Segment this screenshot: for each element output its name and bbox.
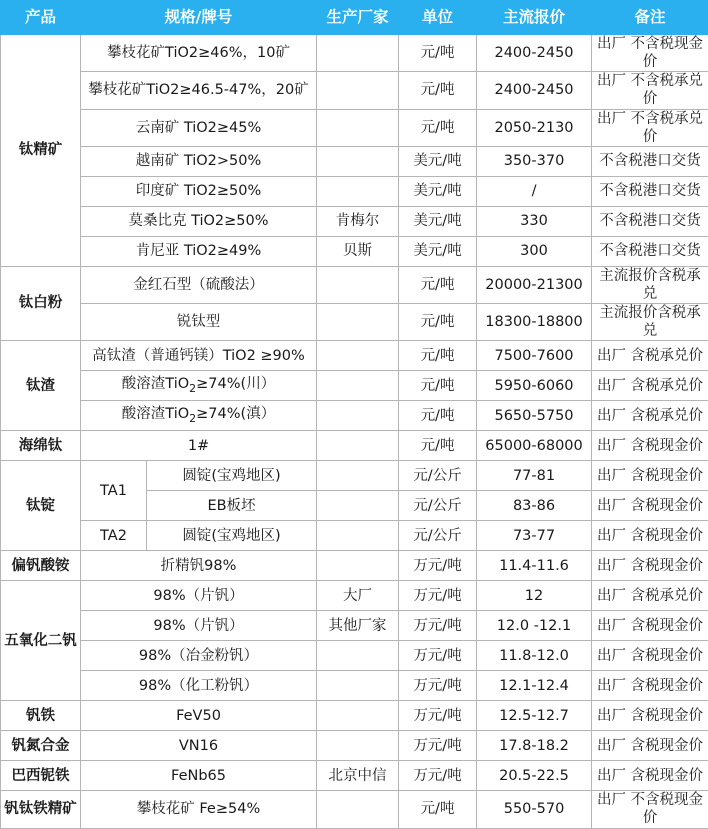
- table-row: [1, 304, 708, 341]
- cell-price: 330: [477, 206, 592, 236]
- cell-remark: 出厂 含税现金价: [592, 641, 708, 671]
- cell-price: 5950-6060: [477, 371, 592, 401]
- cell-unit: 元/公斤: [399, 461, 477, 491]
- table-row: [1, 401, 708, 431]
- cell-maker: [317, 791, 399, 828]
- cell-unit: 万元/吨: [399, 701, 477, 731]
- cell-price: 20000-21300: [477, 266, 592, 303]
- cell-spec: FeNb65: [81, 761, 317, 791]
- cell-maker: [317, 109, 399, 146]
- table-row: [1, 341, 708, 371]
- cell-unit: 元/吨: [399, 109, 477, 146]
- cell-remark: 出厂 含税现金价: [592, 551, 708, 581]
- cell-price: 2400-2450: [477, 72, 592, 109]
- cell-remark: 出厂 含税现金价: [592, 431, 708, 461]
- cell-remark: 不含税港口交货: [592, 176, 708, 206]
- cell-unit: 美元/吨: [399, 176, 477, 206]
- table-row: [1, 551, 708, 581]
- cell-price: 2400-2450: [477, 35, 592, 72]
- table-row: [1, 431, 708, 461]
- table-row: [1, 236, 708, 266]
- cell-spec: 越南矿 TiO2>50%: [81, 146, 317, 176]
- cell-unit: 元/公斤: [399, 491, 477, 521]
- table-row: [1, 641, 708, 671]
- cell-remark: 出厂 含税现金价: [592, 701, 708, 731]
- cell-product: 钒氮合金: [1, 731, 81, 761]
- cell-unit: 万元/吨: [399, 761, 477, 791]
- table-row: [1, 671, 708, 701]
- table-row: [1, 371, 708, 401]
- cell-remark: 主流报价含税承兑: [592, 304, 708, 341]
- cell-spec: 云南矿 TiO2≥45%: [81, 109, 317, 146]
- table-body: [1, 35, 708, 829]
- cell-price: 550-570: [477, 791, 592, 828]
- cell-price: 11.4-11.6: [477, 551, 592, 581]
- cell-remark: 出厂 含税承兑价: [592, 341, 708, 371]
- cell-remark: 出厂 含税现金价: [592, 761, 708, 791]
- cell-spec-detail: 圆锭(宝鸡地区): [147, 521, 317, 551]
- cell-price: 73-77: [477, 521, 592, 551]
- cell-product: 钛渣: [1, 341, 81, 431]
- cell-remark: 出厂 含税承兑价: [592, 581, 708, 611]
- cell-unit: 美元/吨: [399, 236, 477, 266]
- cell-spec: 酸溶渣TiO$_2$≥74%(川）: [81, 371, 317, 401]
- cell-unit: 元/吨: [399, 371, 477, 401]
- table-row: [1, 146, 708, 176]
- cell-price: 11.8-12.0: [477, 641, 592, 671]
- table-row: [1, 176, 708, 206]
- cell-remark: 出厂 含税现金价: [592, 521, 708, 551]
- cell-spec: VN16: [81, 731, 317, 761]
- cell-spec: 98%（片钒）: [81, 581, 317, 611]
- cell-remark: 不含税港口交货: [592, 146, 708, 176]
- cell-maker: [317, 341, 399, 371]
- cell-price: 77-81: [477, 461, 592, 491]
- cell-spec: 98%（片钒）: [81, 611, 317, 641]
- cell-unit: 元/吨: [399, 791, 477, 828]
- cell-maker: 大厂: [317, 581, 399, 611]
- cell-spec: 1#: [81, 431, 317, 461]
- cell-spec: 酸溶渣TiO$_2$≥74%(滇）: [81, 401, 317, 431]
- cell-remark: 主流报价含税承兑: [592, 266, 708, 303]
- cell-remark: 不含税港口交货: [592, 206, 708, 236]
- cell-unit: 元/吨: [399, 401, 477, 431]
- header-unit: 单位: [399, 1, 477, 35]
- cell-maker: [317, 551, 399, 581]
- cell-maker: [317, 35, 399, 72]
- cell-spec: 攀枝花矿 Fe≥54%: [81, 791, 317, 828]
- cell-price: 12: [477, 581, 592, 611]
- table-row: [1, 109, 708, 146]
- table-row: [1, 35, 708, 72]
- cell-spec: 攀枝花矿TiO2≥46.5-47%，20矿: [81, 72, 317, 109]
- cell-spec-detail: EB板坯: [147, 491, 317, 521]
- cell-maker: [317, 521, 399, 551]
- cell-maker: [317, 176, 399, 206]
- cell-remark: 出厂 不含税现金价: [592, 35, 708, 72]
- header-row: [1, 1, 708, 35]
- header-remark: 备注: [592, 1, 708, 35]
- cell-remark: 出厂 不含税现金价: [592, 791, 708, 828]
- table-row: [1, 521, 708, 551]
- table-row: [1, 72, 708, 109]
- cell-maker: [317, 304, 399, 341]
- cell-remark: 出厂 含税现金价: [592, 731, 708, 761]
- cell-product: 钛锭: [1, 461, 81, 551]
- table-row: [1, 266, 708, 303]
- cell-product: 钒钛铁精矿: [1, 791, 81, 828]
- table-row: [1, 761, 708, 791]
- cell-maker: 其他厂家: [317, 611, 399, 641]
- cell-maker: [317, 401, 399, 431]
- header-price: 主流报价: [477, 1, 592, 35]
- header-maker: 生产厂家: [317, 1, 399, 35]
- cell-maker: [317, 491, 399, 521]
- cell-unit: 元/吨: [399, 341, 477, 371]
- table-row: [1, 731, 708, 761]
- cell-maker: [317, 266, 399, 303]
- cell-unit: 万元/吨: [399, 731, 477, 761]
- cell-unit: 元/吨: [399, 304, 477, 341]
- cell-remark: 出厂 不含税承兑价: [592, 109, 708, 146]
- cell-remark: 不含税港口交货: [592, 236, 708, 266]
- cell-spec: 98%（冶金粉钒）: [81, 641, 317, 671]
- cell-spec: 金红石型（硫酸法）: [81, 266, 317, 303]
- cell-product: 钛精矿: [1, 35, 81, 267]
- cell-unit: 万元/吨: [399, 611, 477, 641]
- cell-unit: 元/公斤: [399, 521, 477, 551]
- cell-unit: 元/吨: [399, 72, 477, 109]
- cell-maker: 肯梅尔: [317, 206, 399, 236]
- cell-maker: 北京中信: [317, 761, 399, 791]
- header-product: 产品: [1, 1, 81, 35]
- table-row: [1, 701, 708, 731]
- cell-unit: 元/吨: [399, 35, 477, 72]
- cell-spec: FeV50: [81, 701, 317, 731]
- cell-unit: 万元/吨: [399, 671, 477, 701]
- cell-price: 18300-18800: [477, 304, 592, 341]
- cell-price: 300: [477, 236, 592, 266]
- cell-remark: 出厂 含税现金价: [592, 611, 708, 641]
- cell-spec-detail: 圆锭(宝鸡地区): [147, 461, 317, 491]
- cell-maker: [317, 731, 399, 761]
- cell-unit: 美元/吨: [399, 146, 477, 176]
- cell-remark: 出厂 含税现金价: [592, 461, 708, 491]
- cell-maker: [317, 431, 399, 461]
- cell-unit: 万元/吨: [399, 641, 477, 671]
- cell-price: 83-86: [477, 491, 592, 521]
- cell-price: 350-370: [477, 146, 592, 176]
- cell-spec: 肯尼亚 TiO2≥49%: [81, 236, 317, 266]
- cell-price: 12.5-12.7: [477, 701, 592, 731]
- cell-price: 65000-68000: [477, 431, 592, 461]
- cell-spec: 印度矿 TiO2≥50%: [81, 176, 317, 206]
- cell-maker: [317, 641, 399, 671]
- table-row: [1, 581, 708, 611]
- cell-spec: 攀枝花矿TiO2≥46%，10矿: [81, 35, 317, 72]
- cell-product: 巴西铌铁: [1, 761, 81, 791]
- cell-price: 12.1-12.4: [477, 671, 592, 701]
- cell-price: 5650-5750: [477, 401, 592, 431]
- cell-price: 7500-7600: [477, 341, 592, 371]
- cell-remark: 出厂 含税承兑价: [592, 401, 708, 431]
- cell-maker: [317, 146, 399, 176]
- cell-spec: TA2: [81, 521, 147, 551]
- cell-maker: 贝斯: [317, 236, 399, 266]
- table-row: [1, 461, 708, 491]
- cell-unit: 美元/吨: [399, 206, 477, 236]
- cell-product: 钒铁: [1, 701, 81, 731]
- cell-remark: 出厂 含税现金价: [592, 671, 708, 701]
- header-spec: 规格/牌号: [81, 1, 317, 35]
- table-row: [1, 206, 708, 236]
- cell-unit: 元/吨: [399, 431, 477, 461]
- cell-product: 钛白粉: [1, 266, 81, 341]
- cell-spec: 98%（化工粉钒）: [81, 671, 317, 701]
- cell-remark: 出厂 不含税承兑价: [592, 72, 708, 109]
- table-row: [1, 611, 708, 641]
- cell-maker: [317, 72, 399, 109]
- cell-price: /: [477, 176, 592, 206]
- cell-unit: 万元/吨: [399, 551, 477, 581]
- cell-spec: 锐钛型: [81, 304, 317, 341]
- cell-price: 12.0 -12.1: [477, 611, 592, 641]
- table-header: [1, 1, 708, 35]
- cell-spec: 高钛渣（普通钙镁）TiO2 ≥90%: [81, 341, 317, 371]
- cell-product: 偏钒酸铵: [1, 551, 81, 581]
- cell-price: 17.8-18.2: [477, 731, 592, 761]
- cell-maker: [317, 461, 399, 491]
- cell-spec: TA1: [81, 461, 147, 521]
- cell-remark: 出厂 含税承兑价: [592, 371, 708, 401]
- cell-price: 20.5-22.5: [477, 761, 592, 791]
- cell-unit: 元/吨: [399, 266, 477, 303]
- cell-product: 海绵钛: [1, 431, 81, 461]
- cell-product: 五氧化二钒: [1, 581, 81, 701]
- cell-remark: 出厂 含税现金价: [592, 491, 708, 521]
- cell-spec: 折精钒98%: [81, 551, 317, 581]
- cell-maker: [317, 371, 399, 401]
- cell-unit: 万元/吨: [399, 581, 477, 611]
- table-row: [1, 791, 708, 828]
- cell-maker: [317, 701, 399, 731]
- cell-price: 2050-2130: [477, 109, 592, 146]
- cell-spec: 莫桑比克 TiO2≥50%: [81, 206, 317, 236]
- cell-maker: [317, 671, 399, 701]
